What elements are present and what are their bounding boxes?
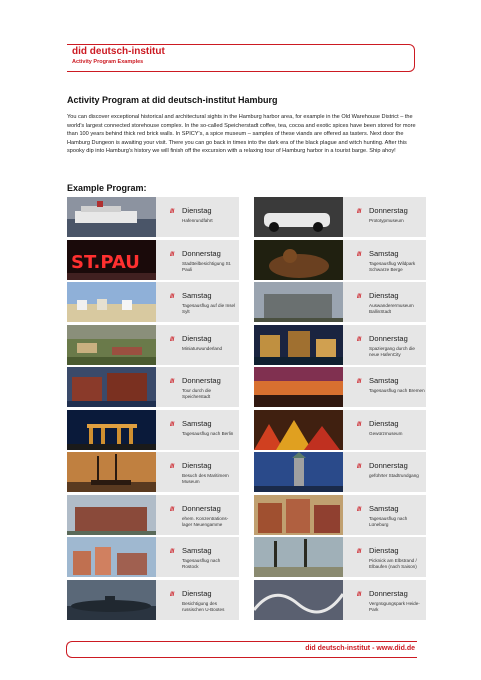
program-item-right-10 (254, 580, 426, 620)
program-item-right-8 (254, 495, 426, 535)
slash-marker-icon: /// (170, 463, 174, 470)
program-info-panel (156, 367, 239, 407)
program-day: Donnerstag (369, 588, 408, 598)
program-day: Samstag (369, 503, 399, 513)
footer-banner (66, 641, 417, 658)
roller-coaster-photo (254, 580, 343, 620)
program-day: Samstag (182, 546, 212, 555)
program-info-panel (156, 537, 239, 577)
program-day: Dienstag (182, 333, 212, 343)
program-day: Donnerstag (369, 333, 408, 343)
program-item-right-1 (254, 197, 426, 237)
program-description: Prototypmuseum (369, 218, 404, 223)
program-day: Dienstag (369, 546, 399, 555)
slash-marker-icon: /// (170, 335, 174, 343)
program-day: Donnerstag (369, 206, 408, 215)
program-item-left-7 (67, 452, 239, 492)
program-description: ehem. Konzentrations-lager Neuengamme (182, 515, 229, 527)
program-day: Dienstag (369, 291, 399, 300)
page-title: Activity Program at did deutsch-institut Hamburg (67, 95, 278, 105)
program-description: Tagesausflug nach Lüneburg (369, 515, 408, 527)
speicherstadt-warehouses-photo (67, 367, 156, 407)
svg-text:ST.PAU: ST.PAU (71, 251, 140, 273)
program-description: Tagesausflug nach Bremen (369, 388, 425, 393)
program-info-panel (156, 495, 239, 535)
slash-marker-icon: /// (357, 250, 361, 258)
program-description: Picknick am Elbstrand / Elbaufen (nach Saison) (369, 558, 417, 569)
slash-marker-icon: /// (170, 378, 174, 385)
slash-marker-icon: /// (170, 548, 174, 555)
program-info-panel (156, 197, 239, 237)
program-info-panel (156, 452, 239, 492)
slash-marker-icon: /// (357, 208, 361, 215)
spice-piles-photo (254, 410, 343, 450)
program-item-left-2 (67, 240, 239, 280)
program-description: Tagesausflug nach Rostock (182, 558, 221, 569)
slash-marker-icon: /// (357, 590, 361, 598)
program-item-right-6 (254, 410, 426, 450)
program-info-panel (156, 580, 239, 620)
ballinstadt-building-photo (254, 282, 343, 322)
program-item-right-2 (254, 240, 426, 280)
slash-marker-icon: /// (357, 548, 361, 555)
rostock-old-town-photo (67, 537, 156, 577)
program-day: Samstag (369, 376, 399, 385)
sylt-beach-chairs-photo (67, 282, 156, 322)
program-item-left-1 (67, 197, 239, 237)
st-pauli-neon-sign-photo (67, 240, 156, 280)
header-banner (67, 44, 415, 72)
intro-paragraph: You can discover exceptional historical and architectural sights in the Hamburg harbor area, for example in the Old Warehouse District – the world's largest connected storehouse complex. In the so-called Speicherstadt coffee, tea, cocoa and exotic spices have been stored for more than 100 years behind thick red brick walls. In SPICY's, a spice museum – samples of these viands are offered as tasters. Next door the Hamburg Dungeon is awaiting your visit. There you can go back in times into the dark era of the black plague and witch hunting. After this spooky dip into Hamburg's history we will finish off the excursion with a relaxing tour of Hamburg harbor in a tourist barge. Ship ahoy! (67, 114, 416, 155)
cruise-ship-harbor-photo (67, 197, 156, 237)
slash-marker-icon: /// (357, 335, 361, 343)
program-item-left-3 (67, 282, 239, 322)
program-description: Besuch des Maritimem Museum (182, 473, 229, 484)
program-description: Stadtteilbesichtigung St. Pauli (182, 260, 232, 272)
vintage-race-car-photo (254, 197, 343, 237)
program-info-panel (156, 410, 239, 450)
program-info-panel (343, 367, 426, 407)
program-item-right-5 (254, 367, 426, 407)
elbe-beach-trees-photo (254, 537, 343, 577)
example-heading: Example Program: (67, 183, 147, 193)
program-description: Gewürzmuseum (369, 430, 403, 436)
slash-marker-icon: /// (170, 505, 174, 513)
program-description: Hafenrundfahrt (182, 218, 213, 223)
program-item-left-9 (67, 537, 239, 577)
program-item-right-9 (254, 537, 426, 577)
program-info-panel (343, 325, 426, 365)
program-item-left-8 (67, 495, 239, 535)
program-info-panel (343, 282, 426, 322)
program-item-right-7 (254, 452, 426, 492)
program-info-panel (343, 580, 426, 620)
program-info-panel (156, 282, 239, 322)
program-day: Dienstag (369, 418, 399, 428)
program-description: geführter Stadtrundgang (369, 473, 419, 478)
brandenburg-gate-night-photo (67, 410, 156, 450)
program-info-panel (343, 452, 426, 492)
slash-marker-icon: /// (170, 590, 174, 598)
program-description: Tagesausflug Wildpark Schwarze Berge (369, 260, 416, 272)
slash-marker-icon: /// (170, 208, 174, 215)
header-subtitle: Activity Program Examples (72, 59, 144, 65)
program-description: Vergnügungspark Heide-Park (369, 600, 420, 612)
program-description: Tagesausflug auf die Insel Sylt (182, 303, 236, 314)
brand-name: did deutsch-institut (72, 46, 165, 57)
program-description: Tagesausflug nach Berlin (182, 430, 234, 436)
brown-bear-photo (254, 240, 343, 280)
program-info-panel (343, 197, 426, 237)
program-description: Tour durch die Speicherstadt (182, 388, 212, 399)
slash-marker-icon: /// (170, 293, 174, 300)
program-description: Spaziergang durch die neue HafenCity (369, 345, 415, 357)
tall-sailing-ship-photo (67, 452, 156, 492)
brick-building-photo (67, 495, 156, 535)
program-day: Donnerstag (182, 503, 221, 513)
miniature-model-railway-photo (67, 325, 156, 365)
program-item-left-5 (67, 367, 239, 407)
program-item-left-6 (67, 410, 239, 450)
program-info-panel (156, 325, 239, 365)
program-day: Dienstag (182, 461, 212, 470)
program-day: Dienstag (182, 588, 212, 598)
slash-marker-icon: /// (357, 293, 361, 300)
program-info-panel (343, 240, 426, 280)
city-hall-tower-photo (254, 452, 343, 492)
slash-marker-icon: /// (170, 250, 174, 258)
program-day: Samstag (182, 418, 212, 428)
program-day: Dienstag (182, 206, 212, 215)
program-info-panel (343, 537, 426, 577)
slash-marker-icon: /// (357, 378, 361, 385)
lueneburg-houses-photo (254, 495, 343, 535)
program-day: Samstag (369, 248, 399, 258)
slash-marker-icon: /// (357, 420, 361, 428)
program-item-left-10 (67, 580, 239, 620)
program-info-panel (343, 410, 426, 450)
program-item-right-3 (254, 282, 426, 322)
program-item-left-4 (67, 325, 239, 365)
hafencity-night-photo (254, 325, 343, 365)
program-description: Auswanderermuseum BallinStadt (369, 303, 414, 314)
slash-marker-icon: /// (170, 420, 174, 428)
program-description: Miniaturwunderland (182, 345, 223, 351)
footer-text: did deutsch-institut - www.did.de (305, 645, 415, 652)
program-info-panel (343, 495, 426, 535)
bremen-sunset-photo (254, 367, 343, 407)
program-day: Donnerstag (369, 461, 408, 470)
submarine-photo (67, 580, 156, 620)
program-day: Donnerstag (182, 248, 221, 258)
program-day: Samstag (182, 291, 212, 300)
program-day: Donnerstag (182, 376, 221, 385)
slash-marker-icon: /// (357, 505, 361, 513)
slash-marker-icon: /// (357, 463, 361, 470)
program-info-panel (156, 240, 239, 280)
program-description: Besichtigung des russischen U-Bootes (182, 600, 225, 612)
program-item-right-4 (254, 325, 426, 365)
